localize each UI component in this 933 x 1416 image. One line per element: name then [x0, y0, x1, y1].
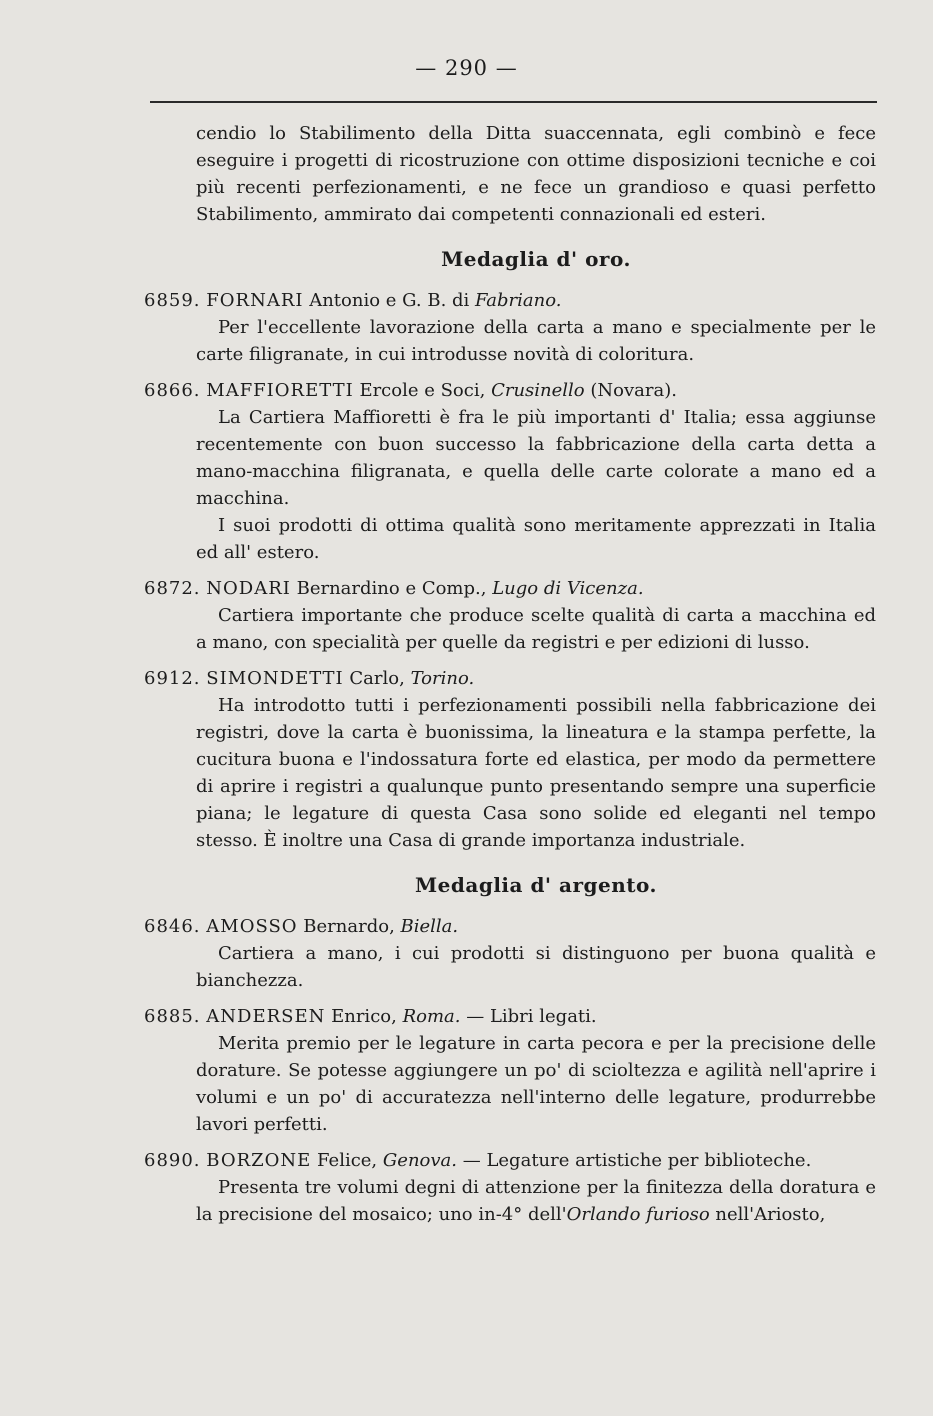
entry-heading [144, 913, 876, 940]
entry-text-start: Presenta tre volumi degni di attenzione per la finitezza della doratura e la precisione del mosaico; uno in-4° dell' [196, 1177, 876, 1225]
entry-name: SIMONDETTI [206, 668, 344, 689]
section-heading-silver: Medaglia d' argento. [415, 873, 657, 897]
entry-number: 6872. [144, 578, 201, 599]
entry-name: FORNARI [206, 290, 304, 311]
entry-number: 6859. [144, 290, 201, 311]
entry-place: Genova. [382, 1150, 457, 1171]
entry-number: 6866. [144, 380, 201, 401]
page-number: — 290 — [415, 56, 518, 80]
entry-name: ANDERSEN [206, 1006, 326, 1027]
entry-description: Merita premio per le legature in carta pecora e per la precisione delle dorature. Se potesse aggiungere un po' di scioltezza e agilità nell'aprire i volumi e un po' di accuratezza nell'interno delle legature, produrrebbe lavori perfetti. [196, 1033, 876, 1135]
entry-description: Cartiera a mano, i cui prodotti si distinguono per buona qualità e bianchezza. [196, 943, 876, 991]
entry-name: MAFFIORETTI [206, 380, 354, 401]
entry-details: Ercole e Soci, [359, 380, 486, 401]
entry-place: Lugo di Vicenza. [492, 578, 644, 599]
entry-heading [144, 575, 876, 602]
entry-details: Felice, [317, 1150, 378, 1171]
entry-number: 6885. [144, 1006, 201, 1027]
entry-heading [144, 377, 876, 404]
entry-details: Carlo, [349, 668, 405, 689]
entry-suffix: (Novara). [590, 380, 677, 401]
entry-description: La Cartiera Maffioretti è fra le più importanti d' Italia; essa aggiunse recentemente con buon successo la fabbricazione della carta detta a mano-macchina filigranata, e quella delle carte colorate a mano ed a macchina. [196, 407, 876, 509]
entry-number: 6890. [144, 1150, 201, 1171]
entry-place: Roma. [402, 1006, 461, 1027]
entry-place: Biella. [400, 916, 459, 937]
entry-name: NODARI [206, 578, 291, 599]
entry-place: Torino. [410, 668, 475, 689]
header-rule [150, 101, 877, 103]
entry-number: 6846. [144, 916, 201, 937]
intro-paragraph: cendio lo Stabilimento della Ditta suaccennata, egli combinò e fece eseguire i progetti di ricostruzione con ottime disposizioni tecniche e coi più recenti perfezionamenti, e ne fece un grandioso e quasi perfetto Stabilimento, ammirato dai competenti connazionali ed esteri. [196, 123, 876, 225]
entry-details: Bernardino e Comp., [296, 578, 487, 599]
entry-name: AMOSSO [206, 916, 298, 937]
entry-suffix: — Legature artistiche per biblioteche. [462, 1150, 812, 1171]
entry-place: Crusinello [491, 380, 585, 401]
entry-place: Fabriano. [475, 290, 562, 311]
entry-heading [144, 1147, 876, 1174]
page-body [144, 120, 876, 1228]
entry-name: BORZONE [206, 1150, 312, 1171]
entry-description: Per l'eccellente lavorazione della carta a mano e specialmente per le carte filigranate, in cui introdusse novità di coloritura. [196, 317, 876, 365]
entry-description-continued: I suoi prodotti di ottima qualità sono meritamente apprezzati in Italia ed all' estero. [196, 515, 876, 563]
entry-text-end: nell'Ariosto, [709, 1204, 826, 1225]
entry-number: 6912. [144, 668, 201, 689]
entry-description [196, 1174, 876, 1228]
entry-details: Antonio e G. B. di [309, 290, 470, 311]
entry-description: Ha introdotto tutti i perfezionamenti possibili nella fabbricazione dei registri, dove la carta è buonissima, la lineatura e la stampa perfette, la cucitura buona e l'indossatura forte ed elastica, per modo da permettere di aprire i registri a qualunque punto presentando sempre una superficie piana; le legature di questa Casa sono solide ed eleganti nel tempo stesso. È inoltre una Casa di grande importanza industriale. [196, 695, 876, 851]
entry-heading [144, 1003, 876, 1030]
section-heading-gold: Medaglia d' oro. [441, 247, 631, 271]
entry-heading [144, 287, 876, 314]
entry-suffix: — Libri legati. [466, 1006, 597, 1027]
entry-text-italic: Orlando furioso [566, 1204, 710, 1225]
entry-description: Cartiera importante che produce scelte qualità di carta a macchina ed a mano, con specialità per quelle da registri e per edizioni di lusso. [196, 605, 876, 653]
entry-details: Enrico, [331, 1006, 397, 1027]
entry-details: Bernardo, [303, 916, 395, 937]
entry-heading [144, 665, 876, 692]
